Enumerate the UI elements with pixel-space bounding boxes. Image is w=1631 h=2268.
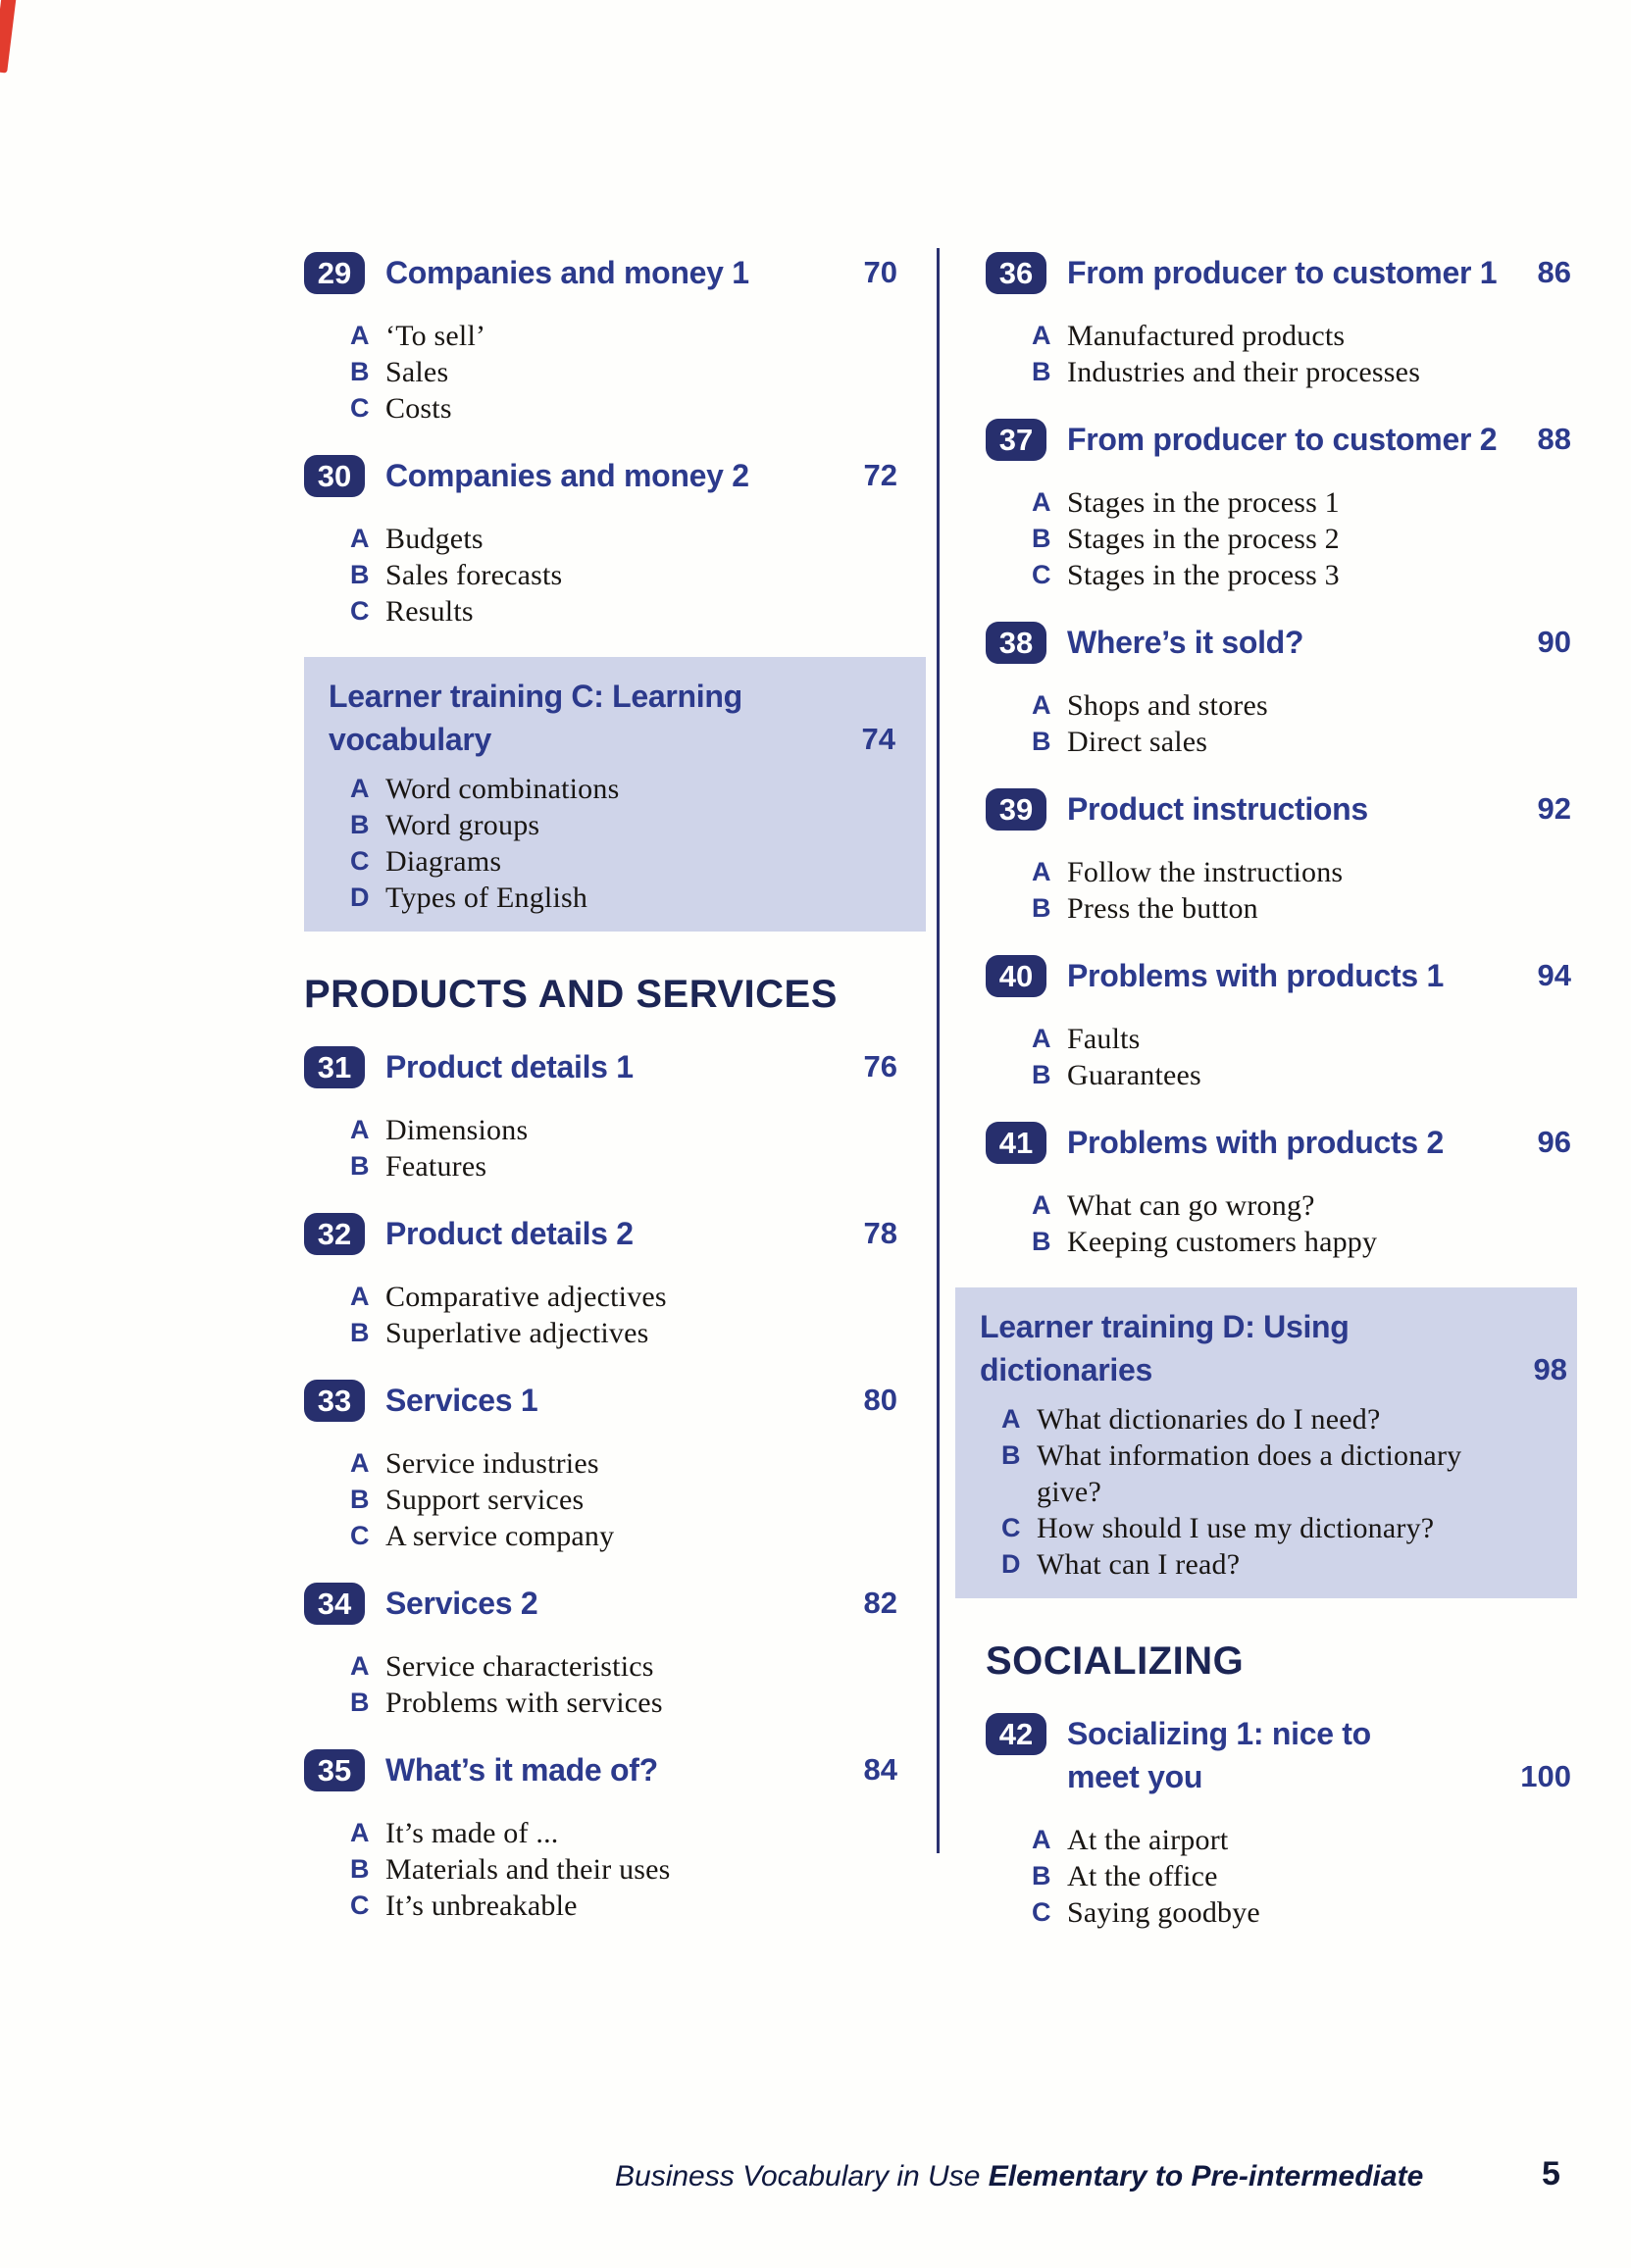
unit-page-number: 86: [1537, 255, 1571, 289]
unit-heading: [304, 251, 897, 294]
unit-page-number: 82: [863, 1586, 897, 1620]
unit-heading: [304, 1748, 897, 1791]
unit-items: [304, 318, 897, 427]
item-letter: B: [1001, 1440, 1021, 1470]
unit-number-badge: 36: [986, 252, 1046, 294]
unit-item: [1032, 1894, 1571, 1931]
unit-item: [350, 1851, 897, 1888]
section-header-socializing: SOCIALIZING: [986, 1639, 1245, 1683]
item-text: Costs: [385, 392, 452, 425]
item-text: Diagrams: [385, 845, 502, 878]
unit-page-number: 80: [863, 1383, 897, 1417]
item-letter: B: [1032, 357, 1051, 386]
toc-unit-38: [986, 621, 1571, 760]
item-text: Guarantees: [1067, 1059, 1201, 1091]
unit-items: [304, 1648, 897, 1721]
unit-item: [350, 1648, 897, 1685]
unit-item: [1001, 1546, 1567, 1583]
unit-title: Where’s it sold?: [1067, 625, 1304, 660]
toc-column-left: [304, 251, 897, 1951]
unit-number-badge: 30: [304, 455, 365, 497]
unit-heading: [986, 1712, 1571, 1798]
item-letter: A: [1032, 1825, 1051, 1854]
item-text: Follow the instructions: [1067, 856, 1344, 888]
unit-item: [350, 807, 895, 843]
unit-page-number: 76: [863, 1049, 897, 1084]
item-text: Sales forecasts: [385, 559, 563, 591]
item-text: Types of English: [385, 882, 588, 914]
item-text: Saying goodbye: [1067, 1896, 1260, 1929]
item-text: What dictionaries do I need?: [1037, 1403, 1381, 1436]
unit-item: [1032, 521, 1571, 557]
item-letter: A: [1032, 1024, 1051, 1053]
item-letter: A: [1032, 857, 1051, 886]
unit-title: What’s it made of?: [385, 1752, 658, 1788]
item-letter: C: [350, 1521, 370, 1550]
unit-number-badge: 33: [304, 1380, 365, 1422]
unit-page-number: 96: [1537, 1125, 1571, 1159]
item-letter: A: [1032, 690, 1051, 720]
item-letter: C: [1032, 560, 1051, 589]
box-title: Learner training D: Using dictionaries: [980, 1309, 1350, 1387]
item-text: Keeping customers happy: [1067, 1226, 1378, 1258]
box-items: [329, 771, 895, 916]
toc-unit-39: [986, 787, 1571, 927]
item-text: It’s made of ...: [385, 1817, 559, 1849]
unit-number-badge: 40: [986, 955, 1046, 997]
item-text: Stages in the process 1: [1067, 486, 1340, 519]
unit-page-number: 90: [1537, 625, 1571, 659]
section-header-products-services: PRODUCTS AND SERVICES: [304, 973, 838, 1016]
toc-unit-35: [304, 1748, 897, 1924]
toc-unit-42: [986, 1712, 1571, 1931]
unit-item: [1032, 1021, 1571, 1057]
unit-heading: [986, 418, 1571, 461]
item-text: Word combinations: [385, 773, 620, 805]
learner-training-box-d: [955, 1287, 1577, 1598]
unit-items: [304, 1815, 897, 1924]
unit-title: Product instructions: [1067, 791, 1368, 827]
item-text: Features: [385, 1150, 487, 1183]
item-text: Comparative adjectives: [385, 1281, 667, 1313]
unit-items: [986, 484, 1571, 593]
unit-title: From producer to customer 2: [1067, 422, 1498, 457]
toc-unit-32: [304, 1212, 897, 1351]
scan-mark: [0, 0, 17, 74]
unit-items: [986, 1021, 1571, 1093]
item-text: What information does a dictionary give?: [1037, 1439, 1462, 1508]
footer-book-title: [615, 2160, 1423, 2193]
footer-book-title-regular: Business Vocabulary in Use: [615, 2160, 981, 2192]
unit-number-badge: 42: [986, 1713, 1046, 1755]
item-text: Service characteristics: [385, 1650, 654, 1683]
unit-heading: [986, 251, 1571, 294]
item-text: Sales: [385, 356, 449, 388]
item-letter: A: [350, 1115, 370, 1144]
item-letter: B: [1032, 1060, 1051, 1089]
item-text: Faults: [1067, 1023, 1141, 1055]
item-letter: C: [350, 393, 370, 423]
unit-item: [350, 1148, 897, 1184]
unit-number-badge: 41: [986, 1122, 1046, 1164]
toc-unit-41: [986, 1121, 1571, 1260]
item-letter: C: [1032, 1897, 1051, 1927]
footer-edition: Elementary to Pre-intermediate: [988, 2160, 1424, 2192]
unit-items: [986, 687, 1571, 760]
box-page-number: 74: [861, 722, 895, 756]
item-letter: B: [1032, 524, 1051, 553]
box-heading: [980, 1305, 1567, 1391]
item-text: Word groups: [385, 809, 540, 841]
unit-heading: [304, 1379, 897, 1422]
unit-heading: [986, 954, 1571, 997]
unit-item: [1032, 1187, 1571, 1224]
unit-item: [1032, 724, 1571, 760]
item-text: Manufactured products: [1067, 320, 1346, 352]
unit-title: Problems with products 2: [1067, 1125, 1444, 1160]
item-letter: A: [350, 524, 370, 553]
unit-page-number: 100: [1520, 1759, 1571, 1793]
unit-items: [986, 1822, 1571, 1931]
item-letter: B: [350, 1318, 370, 1347]
unit-item: [350, 1315, 897, 1351]
item-text: Stages in the process 3: [1067, 559, 1340, 591]
unit-number-badge: 32: [304, 1213, 365, 1255]
footer-page-number: 5: [1542, 2155, 1560, 2192]
unit-heading: [304, 1045, 897, 1088]
item-text: Materials and their uses: [385, 1853, 671, 1886]
item-text: Results: [385, 595, 474, 628]
unit-number-badge: 34: [304, 1583, 365, 1625]
unit-item: [350, 390, 897, 427]
item-letter: C: [350, 596, 370, 626]
item-letter: B: [350, 560, 370, 589]
item-letter: B: [1032, 1227, 1051, 1256]
item-letter: A: [350, 1651, 370, 1681]
toc-unit-34: [304, 1582, 897, 1721]
unit-heading: [986, 787, 1571, 831]
unit-item: [350, 354, 897, 390]
unit-item: [1032, 484, 1571, 521]
unit-page-number: 92: [1537, 791, 1571, 826]
toc-unit-40: [986, 954, 1571, 1093]
item-letter: D: [1001, 1549, 1021, 1579]
item-letter: C: [350, 846, 370, 876]
unit-item: [1032, 1858, 1571, 1894]
unit-title: Problems with products 1: [1067, 958, 1444, 993]
unit-page-number: 84: [863, 1752, 897, 1787]
item-letter: A: [350, 321, 370, 350]
column-divider: [937, 248, 940, 1853]
item-letter: D: [350, 882, 370, 912]
unit-items: [986, 1187, 1571, 1260]
toc-unit-37: [986, 418, 1571, 593]
item-text: Stages in the process 2: [1067, 523, 1340, 555]
unit-title: Socializing 1: nice to meet you: [1067, 1716, 1371, 1794]
unit-heading: [986, 1121, 1571, 1164]
unit-title: From producer to customer 1: [1067, 255, 1498, 290]
item-letter: B: [350, 1688, 370, 1717]
unit-number-badge: 35: [304, 1749, 365, 1791]
item-text: Problems with services: [385, 1687, 663, 1719]
unit-number-badge: 38: [986, 622, 1046, 664]
item-text: At the office: [1067, 1860, 1218, 1892]
item-text: What can go wrong?: [1067, 1189, 1315, 1222]
unit-items: [304, 1279, 897, 1351]
learner-training-box-c: [304, 657, 926, 932]
item-text: How should I use my dictionary?: [1037, 1512, 1435, 1544]
item-text: A service company: [385, 1520, 615, 1552]
item-text: Dimensions: [385, 1114, 529, 1146]
unit-item: [350, 1279, 897, 1315]
box-page-number: 98: [1533, 1352, 1567, 1386]
toc-unit-36: [986, 251, 1571, 390]
item-letter: A: [350, 1448, 370, 1478]
item-text: Direct sales: [1067, 726, 1208, 758]
item-text: Superlative adjectives: [385, 1317, 649, 1349]
unit-item: [1032, 1057, 1571, 1093]
toc-unit-33: [304, 1379, 897, 1554]
unit-item: [1032, 854, 1571, 890]
unit-item: [350, 1518, 897, 1554]
item-text: Budgets: [385, 523, 484, 555]
unit-item: [350, 843, 895, 880]
item-letter: B: [350, 357, 370, 386]
item-letter: B: [1032, 1861, 1051, 1890]
item-letter: B: [350, 1151, 370, 1181]
unit-item: [1001, 1401, 1567, 1437]
unit-heading: [304, 1212, 897, 1255]
item-letter: B: [350, 1854, 370, 1884]
item-text: It’s unbreakable: [385, 1890, 578, 1922]
unit-page-number: 94: [1537, 958, 1571, 992]
unit-item: [1032, 890, 1571, 927]
item-letter: B: [350, 1485, 370, 1514]
unit-item: [1032, 557, 1571, 593]
unit-page-number: 72: [863, 458, 897, 492]
unit-item: [350, 593, 897, 630]
item-text: Press the button: [1067, 892, 1258, 925]
unit-title: Companies and money 2: [385, 458, 749, 493]
unit-item: [350, 557, 897, 593]
unit-item: [1032, 354, 1571, 390]
unit-item: [350, 1685, 897, 1721]
unit-item: [1032, 1224, 1571, 1260]
unit-number-badge: 29: [304, 252, 365, 294]
unit-item: [350, 771, 895, 807]
box-items: [980, 1401, 1567, 1583]
unit-items: [986, 854, 1571, 927]
item-letter: C: [350, 1890, 370, 1920]
unit-item: [350, 318, 897, 354]
unit-heading: [304, 1582, 897, 1625]
unit-page-number: 88: [1537, 422, 1571, 456]
unit-items: [304, 1112, 897, 1184]
item-text: ‘To sell’: [385, 320, 486, 352]
toc-unit-30: [304, 454, 897, 630]
item-text: Industries and their processes: [1067, 356, 1421, 388]
item-letter: A: [1001, 1404, 1021, 1434]
item-letter: C: [1001, 1513, 1021, 1542]
unit-item: [350, 1112, 897, 1148]
item-letter: B: [1032, 727, 1051, 756]
unit-item: [1001, 1437, 1567, 1510]
item-letter: A: [350, 1818, 370, 1847]
unit-items: [986, 318, 1571, 390]
item-letter: A: [1032, 321, 1051, 350]
unit-item: [350, 521, 897, 557]
box-title: Learner training C: Learning vocabulary: [329, 679, 742, 757]
item-text: Service industries: [385, 1447, 599, 1480]
item-letter: A: [350, 1282, 370, 1311]
unit-items: [304, 1445, 897, 1554]
item-text: At the airport: [1067, 1824, 1229, 1856]
unit-item: [1032, 318, 1571, 354]
unit-title: Product details 1: [385, 1049, 634, 1084]
unit-heading: [986, 621, 1571, 664]
item-letter: B: [350, 810, 370, 839]
item-letter: A: [1032, 487, 1051, 517]
unit-item: [350, 1888, 897, 1924]
unit-number-badge: 37: [986, 419, 1046, 461]
toc-column-right: [980, 251, 1571, 1958]
unit-heading: [304, 454, 897, 497]
item-letter: B: [1032, 893, 1051, 923]
unit-number-badge: 39: [986, 788, 1046, 831]
unit-item: [1032, 1822, 1571, 1858]
unit-title: Services 1: [385, 1383, 538, 1418]
item-letter: A: [350, 774, 370, 803]
unit-item: [350, 1482, 897, 1518]
unit-title: Companies and money 1: [385, 255, 749, 290]
unit-page-number: 70: [863, 255, 897, 289]
unit-title: Product details 2: [385, 1216, 634, 1251]
box-heading: [329, 675, 895, 761]
unit-item: [350, 880, 895, 916]
item-text: What can I read?: [1037, 1548, 1241, 1581]
unit-number-badge: 31: [304, 1046, 365, 1088]
unit-item: [1032, 687, 1571, 724]
unit-title: Services 2: [385, 1586, 538, 1621]
toc-unit-31: [304, 1045, 897, 1184]
toc-unit-29: [304, 251, 897, 427]
item-text: Support services: [385, 1484, 585, 1516]
item-text: Shops and stores: [1067, 689, 1268, 722]
unit-item: [350, 1445, 897, 1482]
unit-items: [304, 521, 897, 630]
item-letter: A: [1032, 1190, 1051, 1220]
unit-item: [1001, 1510, 1567, 1546]
unit-page-number: 78: [863, 1216, 897, 1250]
unit-item: [350, 1815, 897, 1851]
